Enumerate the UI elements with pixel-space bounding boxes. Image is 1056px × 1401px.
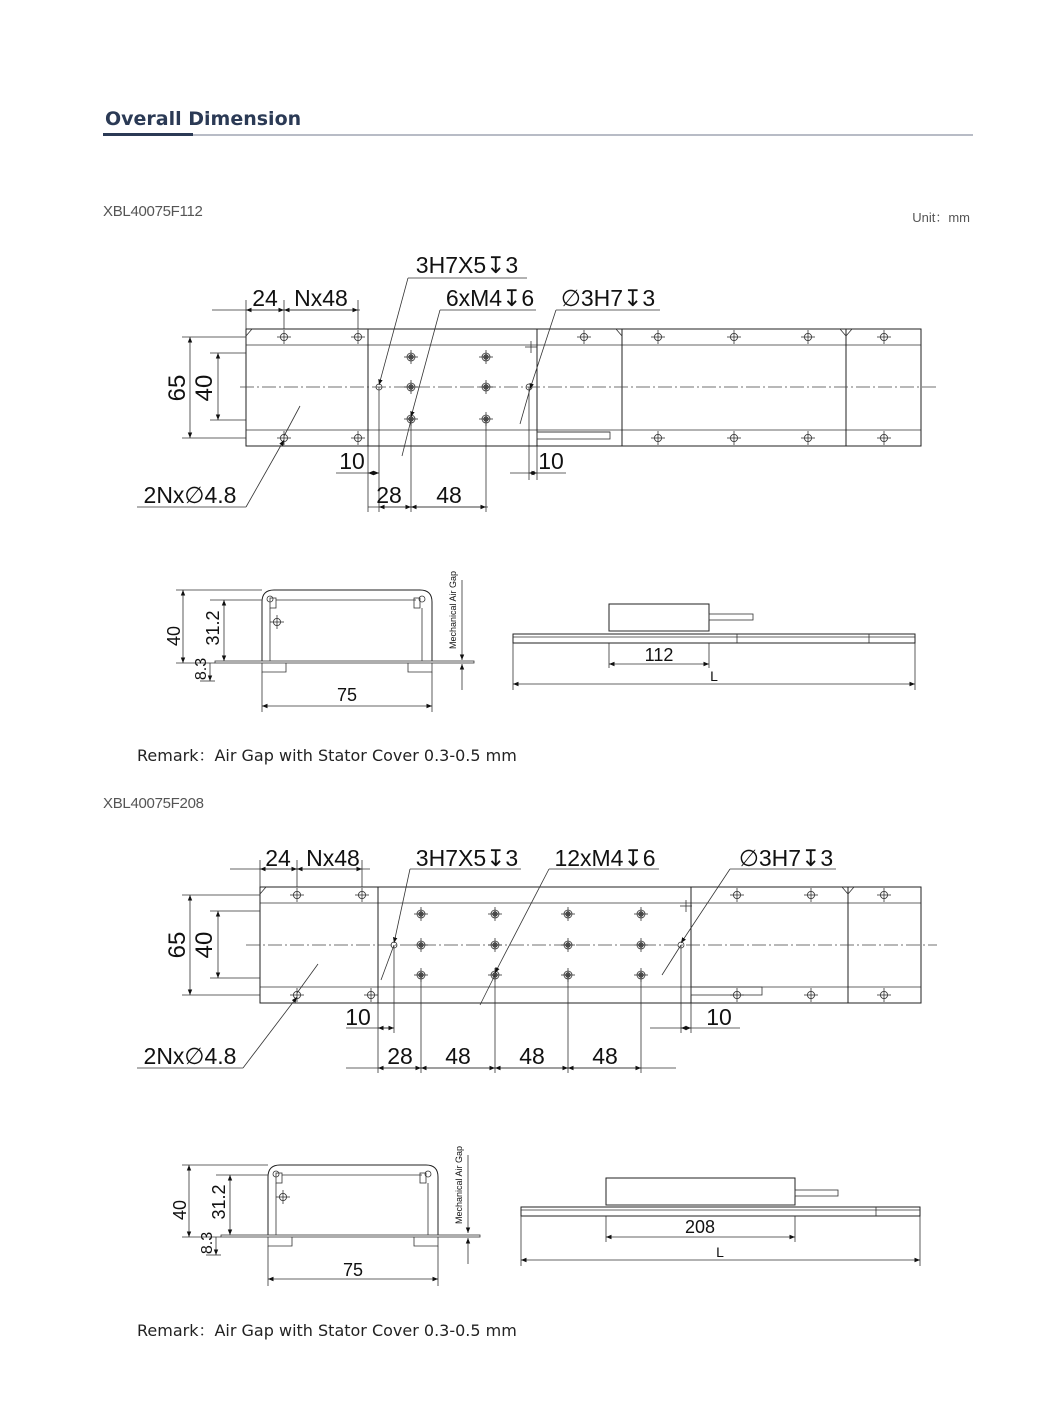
remark-1: Remark：Air Gap with Stator Cover 0.3-0.5 mm xyxy=(137,746,517,765)
dim-offset-left: 10 xyxy=(339,448,365,474)
dim-section-height: 40 xyxy=(164,625,184,647)
remark-2: Remark：Air Gap with Stator Cover 0.3-0.5 mm xyxy=(137,1321,517,1340)
dim-pitch-a: 24 xyxy=(265,845,291,871)
dim-height-total: 65 xyxy=(164,931,191,959)
model-name-2: XBL40075F208 xyxy=(103,795,204,812)
dim-length: L xyxy=(710,668,718,684)
dim-pitch-b: Nx48 xyxy=(294,285,348,311)
dim-pitch-a: 24 xyxy=(252,285,278,311)
side-view-1 xyxy=(513,604,915,690)
dim-offset-left: 10 xyxy=(345,1004,371,1030)
dim-offset-right: 10 xyxy=(706,1004,732,1030)
dim-height-total: 65 xyxy=(164,374,191,402)
callout-dowel: 3H7X5↧3 xyxy=(415,845,519,871)
callout-dowel: 3H7X5↧3 xyxy=(415,252,519,278)
air-gap-label: Mechanical Air Gap xyxy=(448,570,458,650)
callout-mount-holes: 2Nx∅4.8 xyxy=(143,1043,237,1069)
dim-pitch-b: Nx48 xyxy=(306,845,360,871)
dim-hole-e: 48 xyxy=(519,1043,545,1069)
unit-label: Unit：mm xyxy=(912,210,970,225)
dim-mover-length: 208 xyxy=(684,1217,716,1237)
callout-threads: 12xM4↧6 xyxy=(554,845,656,871)
dim-mover-length: 112 xyxy=(644,645,674,665)
dim-length: L xyxy=(716,1244,724,1260)
dim-section-inner: 31.2 xyxy=(203,610,223,646)
callout-threads: 6xM4↧6 xyxy=(445,285,535,311)
dim-height-inner: 40 xyxy=(191,931,218,959)
dim-section-height: 40 xyxy=(170,1199,190,1221)
callout-pin: ∅3H7↧3 xyxy=(560,285,656,311)
dim-section-base: 8.3 xyxy=(193,657,210,681)
callout-mount-holes: 2Nx∅4.8 xyxy=(143,482,237,508)
dim-hole-f: 48 xyxy=(592,1043,618,1069)
air-gap-label: Mechanical Air Gap xyxy=(454,1145,464,1225)
dim-section-width: 75 xyxy=(336,685,358,705)
dim-section-inner: 31.2 xyxy=(209,1184,229,1220)
dim-hole-d: 48 xyxy=(436,482,462,508)
section-view-2 xyxy=(170,1146,480,1286)
dim-hole-c: 28 xyxy=(376,482,402,508)
page-title: Overall Dimension xyxy=(105,108,302,130)
section-view-1 xyxy=(164,571,474,712)
dim-height-inner: 40 xyxy=(191,374,218,402)
side-view-2 xyxy=(521,1178,920,1266)
top-view-1 xyxy=(137,252,937,512)
dim-offset-right: 10 xyxy=(538,448,564,474)
callout-pin: ∅3H7↧3 xyxy=(738,845,834,871)
stator-outline xyxy=(246,329,921,446)
top-view-2 xyxy=(137,845,937,1073)
mover-outline xyxy=(368,329,537,446)
dim-hole-d: 48 xyxy=(445,1043,471,1069)
model-name-1: XBL40075F112 xyxy=(103,203,203,220)
dim-section-base: 8.3 xyxy=(199,1231,216,1255)
dim-hole-c: 28 xyxy=(387,1043,413,1069)
dim-section-width: 75 xyxy=(342,1260,364,1280)
